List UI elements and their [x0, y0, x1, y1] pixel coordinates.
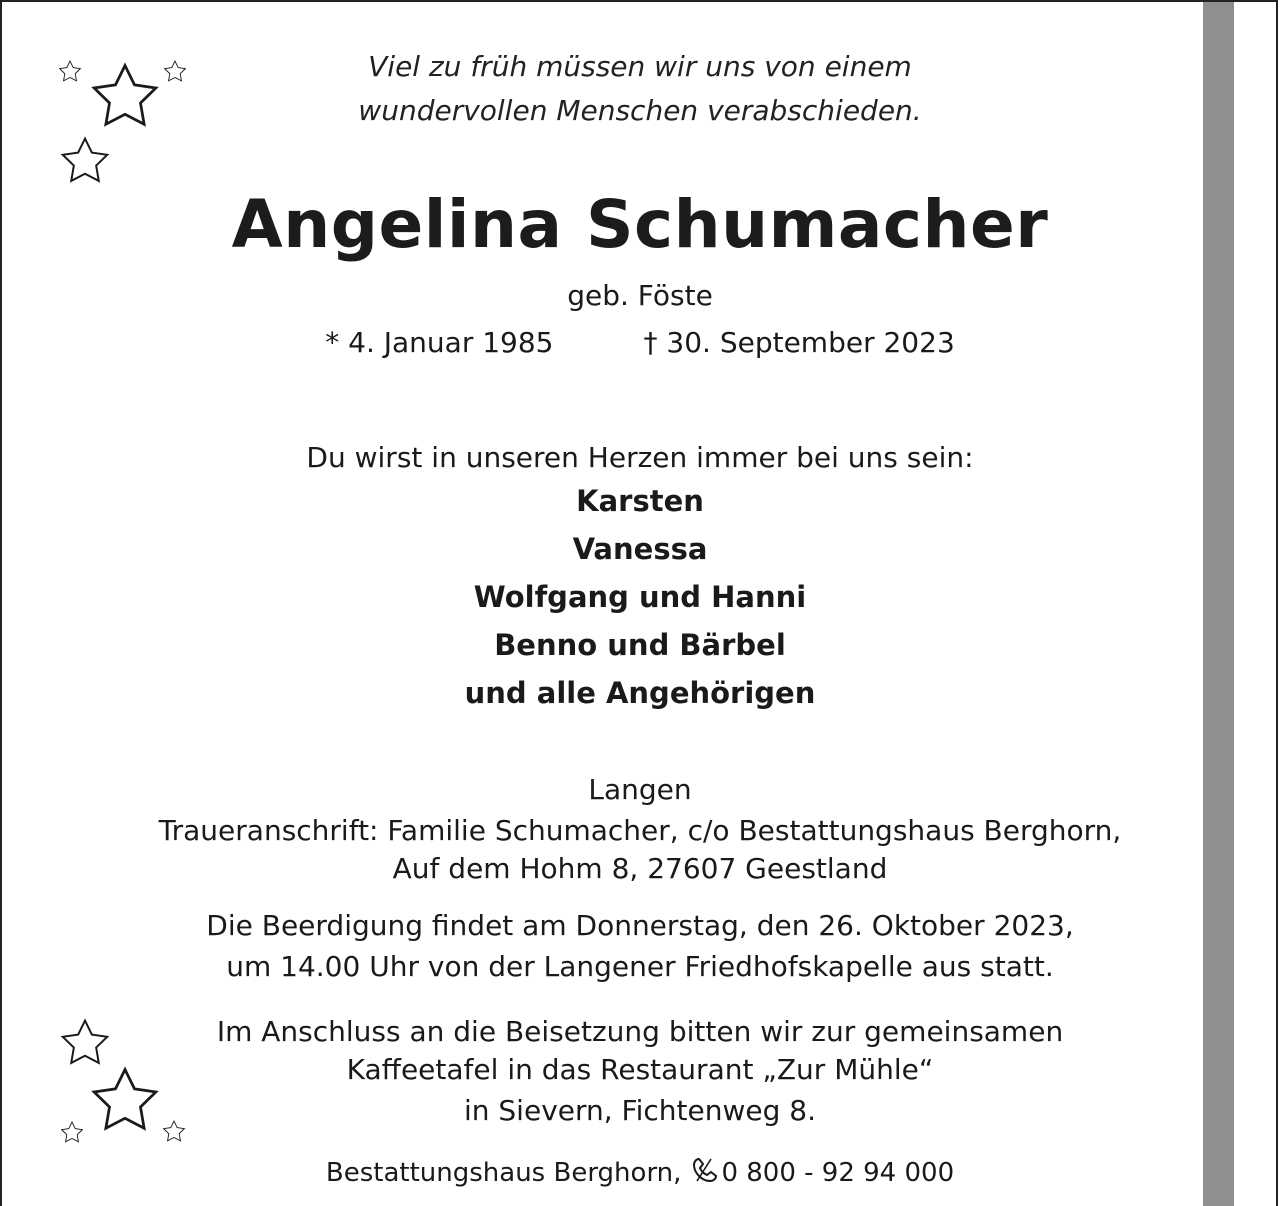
birth-date: * 4. Januar 1985	[325, 326, 554, 359]
star-icon	[63, 139, 107, 181]
mourner-name: und alle Angehörigen	[464, 676, 816, 710]
motto-line-1: Viel zu früh müssen wir uns von einem	[368, 50, 912, 83]
life-dates	[0, 326, 1280, 359]
mourner-name: Benno und Bärbel	[494, 628, 786, 662]
mourners-intro: Du wirst in unseren Herzen immer bei uns sein:	[306, 441, 974, 474]
deceased-name: Angelina Schumacher	[231, 186, 1049, 263]
funeral-line-2: um 14.00 Uhr von der Langener Friedhofskapelle aus statt.	[226, 950, 1054, 983]
death-date: † 30. September 2023	[643, 326, 955, 359]
reception-line-2: Kaffeetafel in das Restaurant „Zur Mühle“	[346, 1053, 934, 1086]
undertaker-footer	[0, 1156, 1280, 1188]
motto-line-2: wundervollen Menschen verabschieden.	[358, 94, 922, 127]
mourner-name: Vanessa	[572, 532, 708, 566]
reception-line-3: in Sievern, Fichtenweg 8.	[463, 1094, 817, 1127]
phone-icon	[691, 1156, 719, 1184]
place: Langen	[588, 773, 692, 806]
mourning-address-line-2: Auf dem Hohm 8, 27607 Geestland	[392, 852, 888, 885]
reception-line-1: Im Anschluss an die Beisetzung bitten wir zur gemeinsamen	[216, 1015, 1064, 1048]
mourning-address-line-1: Traueranschrift: Familie Schumacher, c/o Bestattungshaus Berghorn,	[158, 814, 1122, 847]
undertaker-name: Bestattungshaus Berghorn,	[325, 1158, 682, 1188]
funeral-line-1: Die Beerdigung findet am Donnerstag, den 26. Oktober 2023,	[206, 909, 1074, 942]
mourner-name: Wolfgang und Hanni	[473, 580, 807, 614]
mourner-name: Karsten	[576, 484, 704, 518]
undertaker-phone: 0 800 - 92 94 000	[721, 1158, 955, 1188]
maiden-name: geb. Föste	[567, 279, 713, 312]
